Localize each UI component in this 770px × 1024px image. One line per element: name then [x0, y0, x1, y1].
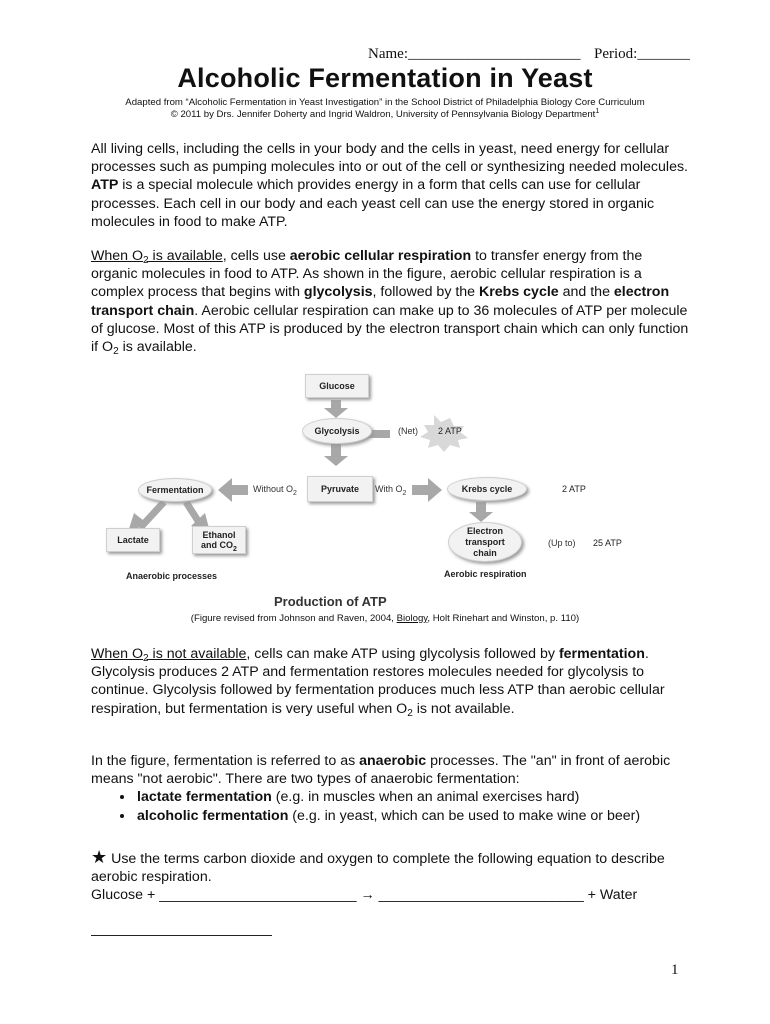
arrow-glucose-glycolysis: [324, 400, 348, 418]
atp-25-label: 25 ATP: [593, 538, 622, 548]
production-of-atp-heading: Production of ATP: [274, 594, 387, 609]
anaerobic-processes-label: Anaerobic processes: [126, 571, 218, 581]
glycolysis-oval: Glycolysis: [302, 418, 372, 444]
fermentation-types-list: [91, 788, 691, 824]
glucose-box: Glucose: [305, 374, 369, 398]
fermentation-oval: Fermentation: [138, 478, 212, 502]
atp-2-glycolysis-label: 2 ATP: [438, 426, 462, 436]
arrow-glycolysis-pyruvate: [324, 444, 348, 466]
with-o2-label: With $O_2$: [375, 484, 407, 497]
aerobic-paragraph: When $O_2$ is available, cells use aerobic cellular respiration to transfer energy from the organic molecules in food to ATP. As shown in the figure, aerobic cellular respiration is a complex process that begins with glycolysis, followed by the Krebs cycle and the electron transport chain. Aerobic cellular respiration can make up to 36 molecules of ATP per molecule of glucose. Most of this ATP is produced by the electron transport chain which can only function if $O_2$ is available.: [91, 248, 689, 358]
arrow-to-krebs: [412, 478, 442, 502]
lactate-box: Lactate: [106, 528, 160, 552]
book-title: Biology: [396, 613, 428, 624]
list-item: • alcoholic fermentation (e.g. in yeast, which can be used to make wine or beer): [135, 807, 691, 825]
name-period-line: [368, 46, 690, 63]
up-to-label: (Up to): [548, 538, 576, 548]
credit-line-1: Adapted from “Alcoholic Fermentation in Yeast Investigation” in the School District of Philadelphia Biology Core Curriculum: [125, 97, 645, 108]
intro-paragraph: All living cells, including the cells in your body and the cells in yeast, need energy for cellular processes such as pumping molecules into or out of the cell or synthesizing needed molecules. ATP is a special molecule which provides energy in a form that cells can use for cellular processes. Each cell in our body and each yeast cell can use the energy stored in organic molecules in food to make ATP.: [91, 141, 688, 230]
atp-production-figure: [104, 368, 622, 616]
arrow-krebs-etc: [469, 502, 493, 522]
atp-2-krebs-label: 2 ATP: [562, 484, 586, 494]
page-number: 1: [671, 962, 679, 978]
credit-line-2: © 2011 by Drs. Jennifer Doherty and Ingrid Waldron, University of Pennsylvania Biology Department$^1$: [170, 107, 600, 120]
equation-start: Glucose + _________________________: [91, 887, 357, 904]
arrow-right-icon: →: [360, 887, 375, 904]
aerobic-respiration-label: Aerobic respiration: [444, 569, 527, 579]
atp-term: ATP: [91, 177, 119, 194]
equation-end: __________________________ + Water: [374, 887, 638, 904]
etc-oval: Electron transport chain: [448, 522, 522, 562]
footnote-rule: [91, 935, 272, 936]
star-icon: ★: [91, 847, 108, 867]
pyruvate-box: Pyruvate: [307, 476, 373, 502]
name-field-label: Name:_______________________: [368, 46, 581, 62]
figure-caption: (Figure revised from Johnson and Raven, 2004, Biology, Holt Rinehart and Winston, p. 110): [190, 613, 580, 624]
krebs-cycle-oval: Krebs cycle: [447, 477, 527, 501]
list-item: • lactate fermentation (e.g. in muscles when an animal exercises hard): [135, 788, 691, 806]
arrow-to-fermentation: [218, 478, 248, 502]
page-title: Alcoholic Fermentation in Yeast: [177, 63, 593, 93]
net-label: (Net): [398, 426, 418, 436]
without-o2-label: Without $O_2$: [253, 484, 297, 497]
equation-exercise: ★ Use the terms carbon dioxide and oxygen to complete the following equation to describe aerobic respiration. Glucose + _________________________ → __________________________ + Water: [91, 847, 665, 904]
fermentation-types-paragraph: In the figure, fermentation is referred to as anaerobic processes. The "an" in front of aerobic means "not aerobic". There are two types of anaerobic fermentation: • lactate fermentation (e.g. in muscles when an animal exercises hard) • alcoholic fermentation (e.g. in yeast, which can be used to make wine or beer): [91, 752, 691, 825]
anaerobic-paragraph: When $O_2$ is not available, cells can make ATP using glycolysis followed by fermentation. Glycolysis produces 2 ATP and fermentation restores molecules needed for glycolysis to continue. Glycolysis followed by fermentation produces much less ATP than aerobic cellular respiration, but fermentation is very useful when $O_2$ is not available.: [91, 646, 665, 719]
ethanol-co2-box: Ethanol and $CO_2$: [192, 526, 246, 554]
period-field-label: Period:_______: [593, 46, 690, 62]
